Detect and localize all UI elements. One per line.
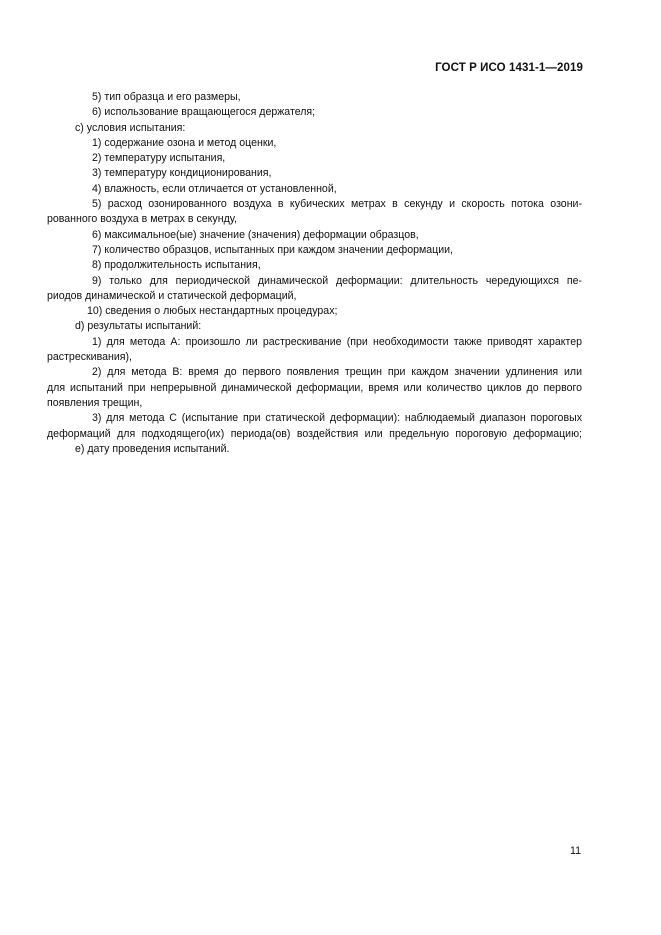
page-number: 11 (570, 845, 581, 857)
text-line: деформаций для подходящего(их) периода(ов) воздействия или предельную пороговую деформацию; (47, 427, 582, 440)
text-line: с) условия испытания: (75, 121, 186, 134)
text-line: е) дату проведения испытаний. (75, 442, 230, 455)
text-line: рованного воздуха в метрах в секунду, (47, 213, 237, 226)
text-line: 8) продолжительность испытания, (92, 259, 261, 272)
text-line: 1) для метода А: произошло ли растрескивание (при необходимости также приводят характер (92, 335, 582, 348)
text-line: d) результаты испытаний: (75, 320, 202, 333)
text-line: 6) максимальное(ые) значение (значения) деформации образцов, (92, 228, 419, 241)
text-line: появления трещин, (47, 396, 143, 409)
text-line: 6) использование вращающегося держателя; (92, 106, 316, 119)
text-line: 9) только для периодической динамической деформации: длительность чередующихся пе- (92, 274, 582, 287)
text-line: риодов динамической и статической деформаций, (47, 289, 297, 302)
document-body (47, 90, 582, 457)
text-line: 2) температуру испытания, (92, 152, 226, 165)
text-line: 3) для метода С (испытание при статической деформации): наблюдаемый диапазон пороговых (92, 412, 582, 425)
text-line: 1) содержание озона и метод оценки, (92, 136, 277, 149)
text-line: 4) влажность, если отличается от установленной, (92, 182, 337, 195)
document-header: ГОСТ Р ИСО 1431-1—2019 (435, 62, 583, 74)
text-line: 3) температуру кондиционирования, (92, 167, 272, 180)
text-line: 2) для метода В: время до первого появления трещин при каждом значении удлинения или (92, 366, 582, 379)
text-line: для испытаний при непрерывной динамической деформации, время или количество циклов до первого (47, 381, 582, 394)
text-line: 10) сведения о любых нестандартных процедурах; (87, 305, 338, 318)
text-line: 5) расход озонированного воздуха в кубических метрах в секунду и скорость потока озони- (92, 198, 582, 211)
text-line: 5) тип образца и его размеры, (92, 91, 241, 103)
text-line: 7) количество образцов, испытанных при каждом значении деформации, (92, 243, 453, 256)
text-line: растрескивания), (47, 351, 132, 364)
